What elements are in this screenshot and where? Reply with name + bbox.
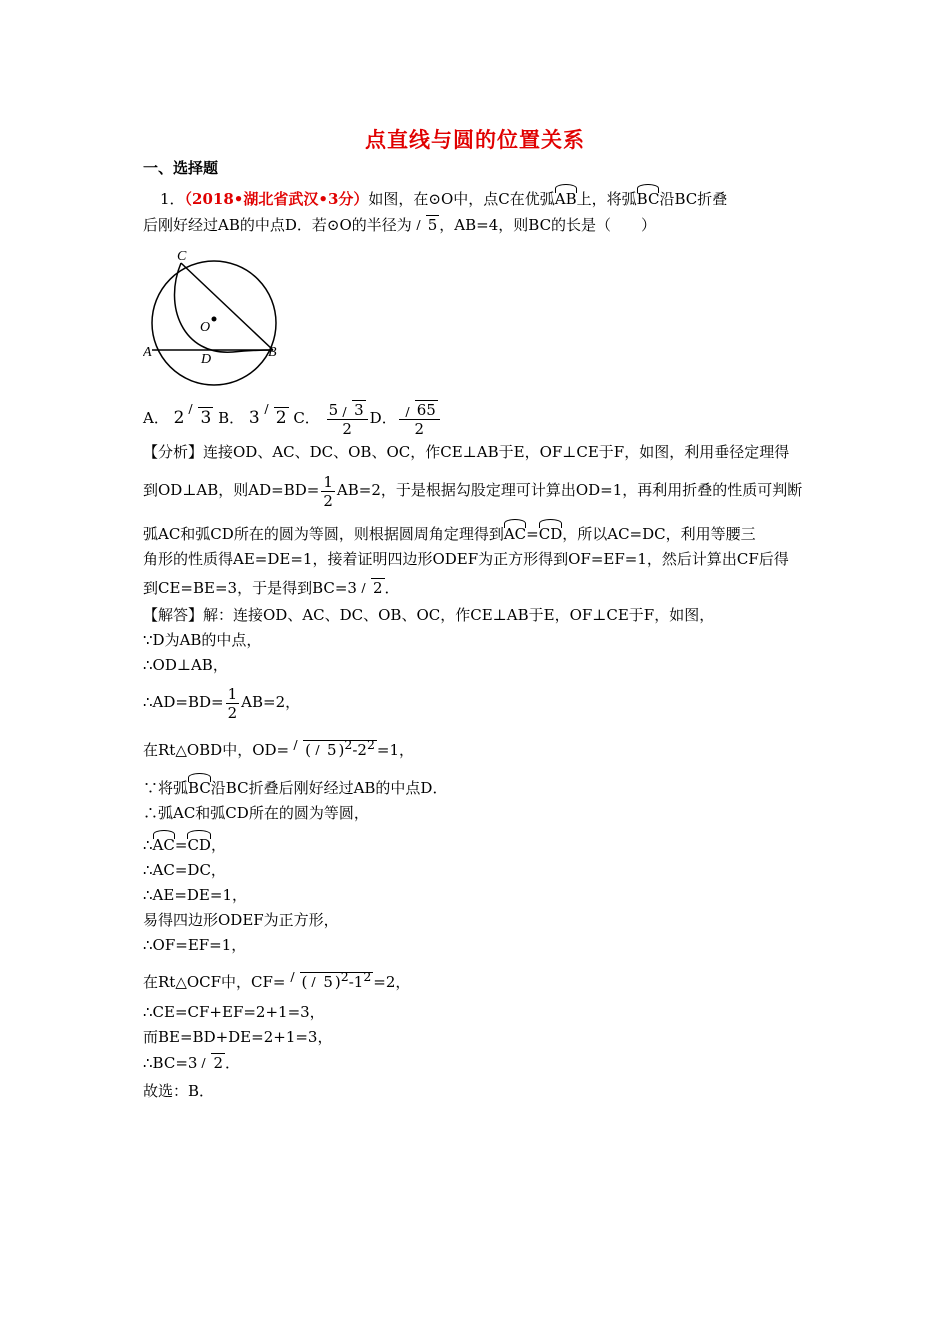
- geometry-figure: [143, 246, 293, 386]
- solution-line-14: ∴CE=CF+EF=2+1=3，: [143, 1003, 325, 1021]
- fraction-half: $\frac{1}{2}$: [323, 472, 333, 510]
- arc-cd: CD: [187, 830, 211, 856]
- solution-line-9: ∴AC=DC，: [143, 861, 226, 879]
- question-line-1: [160, 184, 727, 210]
- analysis-line-4: 角形的性质得AE=DE=1，接着证明四边形ODEF为正方形得到OF=EF=1，然后计算出CF后得: [143, 550, 789, 568]
- option-b-sqrt: 2: [262, 398, 289, 438]
- folded-arc: [174, 263, 273, 352]
- question-number: 1．: [160, 190, 185, 208]
- solution-line-10: ∴AE=DE=1，: [143, 886, 247, 904]
- question-source: （2018•湖北省武汉•3分）: [184, 190, 369, 208]
- sqrt-2: 2: [359, 577, 385, 599]
- option-a-coef: 2: [173, 408, 185, 428]
- solution-line-1: 【解答】解：连接OD、AC、DC、OB、OC，作CE⊥AB于E，OF⊥CE于F，如图，: [143, 606, 715, 624]
- label-d: D: [201, 352, 212, 367]
- stem-text: 如图，在⊙O中，点C在优弧: [368, 190, 555, 208]
- sqrt-5: 5: [414, 214, 440, 236]
- answer-options: [143, 398, 442, 438]
- option-b-coef: 3: [248, 408, 260, 428]
- page-title: 点直线与圆的位置关系: [365, 127, 585, 152]
- option-b-label: B．: [218, 409, 245, 427]
- solution-line-7: ∴弧AC和弧CD所在的圆为等圆，: [143, 804, 369, 822]
- solution-line-6: ∵将弧BC沿BC折叠后刚好经过AB的中点D．: [143, 773, 447, 799]
- solution-line-15: 而BE=BD+DE=2+1=3，: [143, 1028, 333, 1046]
- arc-bc: BC: [637, 184, 660, 210]
- stem-text: ，AB=4，则BC的长是（ ）: [439, 216, 657, 234]
- question-line-2: [143, 214, 656, 236]
- arc-bc: BC: [188, 773, 211, 799]
- circle-o: [152, 261, 276, 385]
- label-c: C: [177, 249, 187, 264]
- option-c-fraction: $\frac{5 3}{2}$: [327, 401, 368, 438]
- option-a-sqrt: 3: [186, 398, 213, 438]
- stem-text: 上，将弧: [576, 190, 637, 208]
- option-a-label: A．: [143, 409, 169, 427]
- option-c-label: C．: [293, 409, 320, 427]
- solution-line-3: ∴OD⊥AB，: [143, 656, 228, 674]
- solution-line-2: ∵D为AB的中点，: [143, 631, 262, 649]
- solution-line-16: ∴BC=3 2 ．: [143, 1054, 240, 1072]
- stem-text: 沿BC折叠: [659, 190, 728, 208]
- analysis-line-5: 到CE=BE=3，于是得到BC=3 2 ．: [143, 579, 400, 597]
- analysis-line-1: 【分析】连接OD、AC、DC、OB、OC，作CE⊥AB于E，OF⊥CE于F，如图，利用垂径定理得: [143, 443, 790, 461]
- arc-ab: AB: [555, 184, 577, 210]
- stem-text: 后刚好经过AB的中点D．若⊙O的半径为: [143, 216, 412, 234]
- sqrt-expression: ( 5 )$^2-1^2$: [288, 966, 374, 993]
- label-a: A: [143, 345, 152, 360]
- solution-line-4: ∴AD=BD= $\frac{1}{2}$ AB=2，: [143, 684, 301, 722]
- label-o: O: [200, 320, 211, 335]
- solution-line-5: 在Rt△OBD中，OD= ( 5 )$^2-2^2 =1$，: [143, 734, 414, 761]
- arc-ac: AC: [504, 519, 526, 545]
- option-d-fraction: $\frac{65}{2}$: [399, 401, 440, 438]
- solution-line-17: 故选：B．: [143, 1082, 215, 1100]
- analysis-line-3: 弧AC和弧CD所在的圆为等圆，则根据圆周角定理得到AC=CD，所以AC=DC，利用等腰三: [143, 519, 756, 545]
- option-d-label: D．: [369, 409, 397, 427]
- sqrt-2: 2: [199, 1052, 225, 1074]
- solution-line-8: ∴AC=CD，: [143, 830, 226, 856]
- section-heading: 一、选择题: [143, 159, 219, 177]
- solution-line-13: 在Rt△OCF中，CF= ( 5 )$^2-1^2 =2$，: [143, 966, 410, 993]
- chord-bc: [181, 263, 273, 350]
- arc-ac: AC: [153, 830, 175, 856]
- center-point: [212, 317, 217, 322]
- solution-line-11: 易得四边形ODEF为正方形，: [143, 911, 339, 929]
- fraction-half: $\frac{1}{2}$: [227, 684, 238, 722]
- sqrt-expression: ( 5 )$^2-2^2$: [291, 734, 377, 761]
- label-b: B: [268, 345, 277, 360]
- analysis-line-2: 到OD⊥AB，则AD=BD= $\frac{1}{2}$ AB=2，于是根据勾股定理可计算出OD=1，再利用折叠的性质可判断: [143, 472, 803, 510]
- solution-line-12: ∴OF=EF=1，: [143, 936, 247, 954]
- arc-cd: CD: [539, 519, 563, 545]
